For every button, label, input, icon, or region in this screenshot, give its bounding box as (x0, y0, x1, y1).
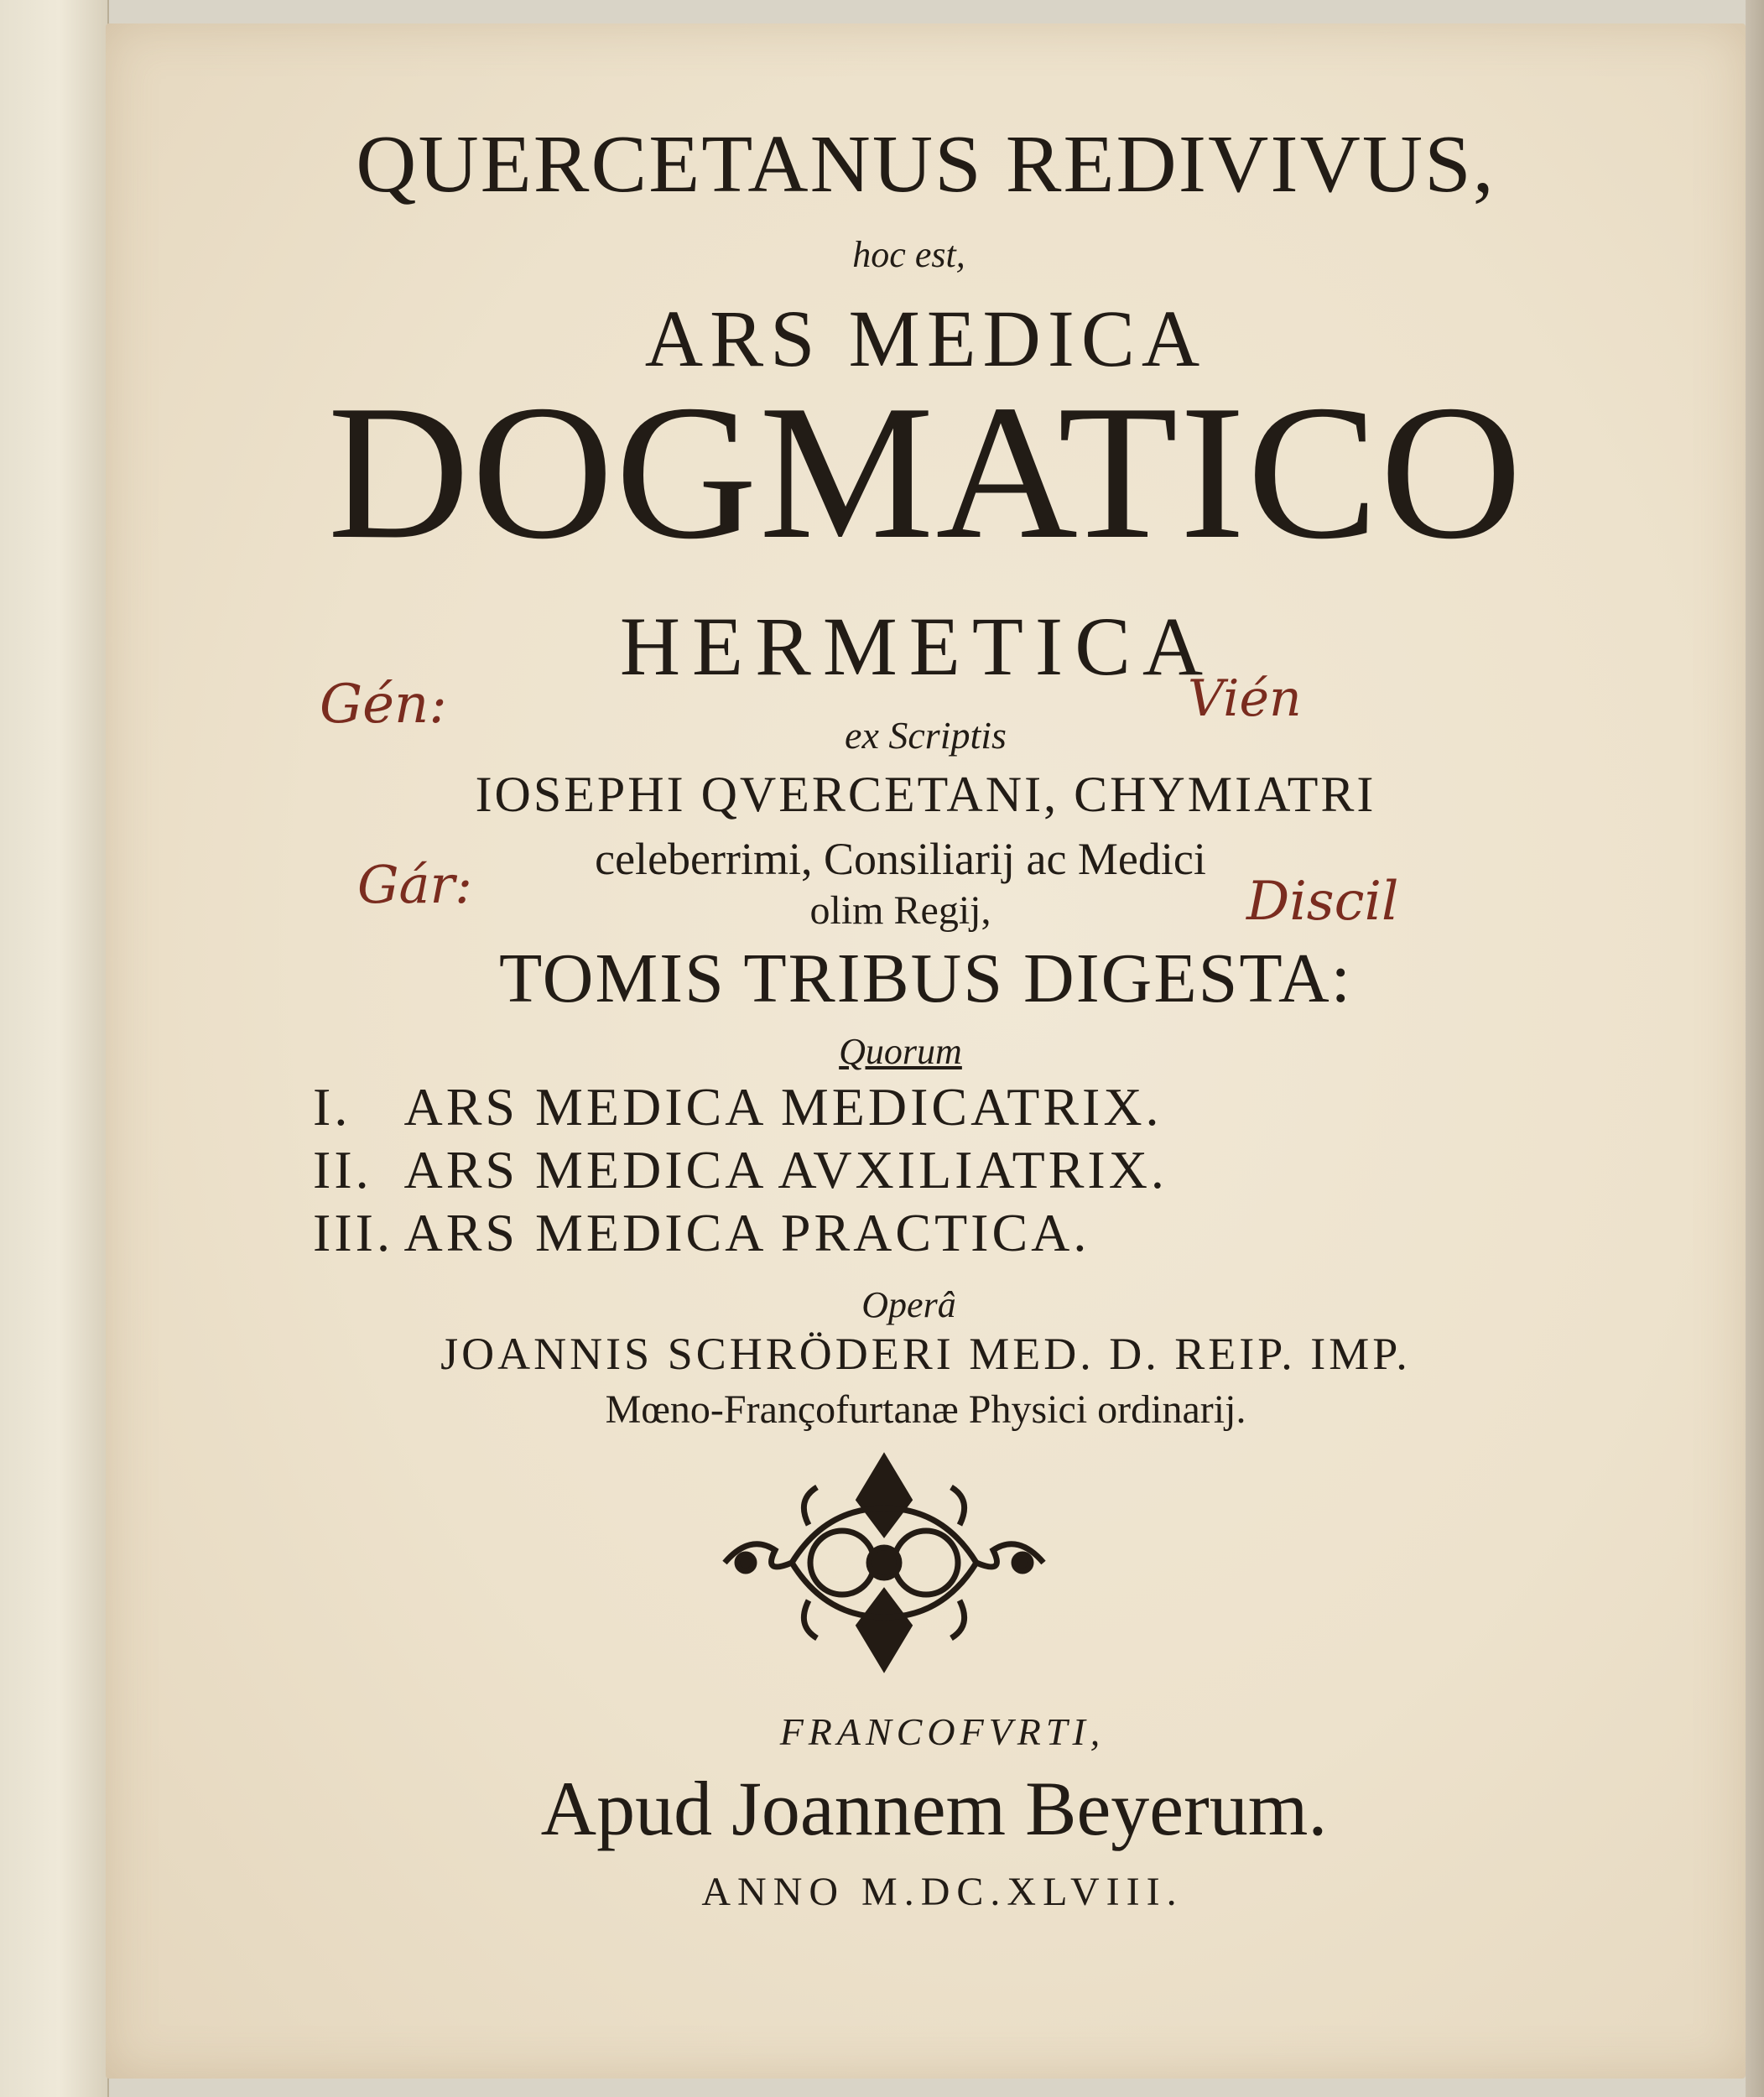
handwritten-note-right-1: Vién (1188, 669, 1302, 728)
author-description-1: celeberrimi, Consiliarij ac Medici (595, 834, 1206, 884)
volume-2-number: II. (313, 1140, 372, 1199)
volume-3-title: ARS MEDICA PRACTICA. (403, 1203, 1090, 1262)
title-line-4: HERMETICA (619, 600, 1215, 693)
volume-1-title: ARS MEDICA MEDICATRIX. (403, 1077, 1163, 1137)
editor-description: Mœno-Françofurtanæ Physici ordinarij. (605, 1387, 1246, 1432)
ex-scriptis: ex Scriptis (845, 714, 1007, 757)
editor-line: JOANNIS SCHRÖDERI MED. D. REIP. IMP. (440, 1329, 1411, 1379)
handwritten-note-left-2: Gár: (357, 854, 473, 915)
opera: Operâ (861, 1284, 956, 1325)
handwritten-note-right-2: Discil (1246, 871, 1399, 933)
author-description-2: olim Regij, (809, 888, 991, 933)
volume-3 (313, 1202, 1487, 1264)
volume-1-number: I. (313, 1077, 351, 1137)
place: FRANCOFVRTI, (779, 1710, 1106, 1753)
title-line-2: ARS MEDICA (644, 294, 1207, 383)
publisher: Apud Joannem Beyerum. (540, 1766, 1328, 1851)
title-line-3: DOGMATICO (327, 365, 1524, 579)
printers-ornament (716, 1441, 1052, 1684)
title-page (106, 23, 1746, 2079)
volume-2-title: ARS MEDICA AVXILIATRIX. (403, 1140, 1168, 1199)
handwritten-note-left-1: Gén: (320, 674, 447, 736)
volume-2 (313, 1139, 1487, 1201)
volume-3-number: III. (313, 1203, 393, 1262)
year: ANNO M.DC.XLVIII. (701, 1870, 1184, 1914)
quorum: Quorum (839, 1031, 962, 1072)
author-line: IOSEPHI QVERCETANI, CHYMIATRI (475, 767, 1376, 822)
hoc-est: hoc est, (852, 234, 965, 275)
volume-1 (313, 1076, 1487, 1138)
title-line-1: QUERCETANUS REDIVIVUS, (356, 119, 1496, 210)
tomis-line: TOMIS TRIBUS DIGESTA: (499, 939, 1352, 1017)
